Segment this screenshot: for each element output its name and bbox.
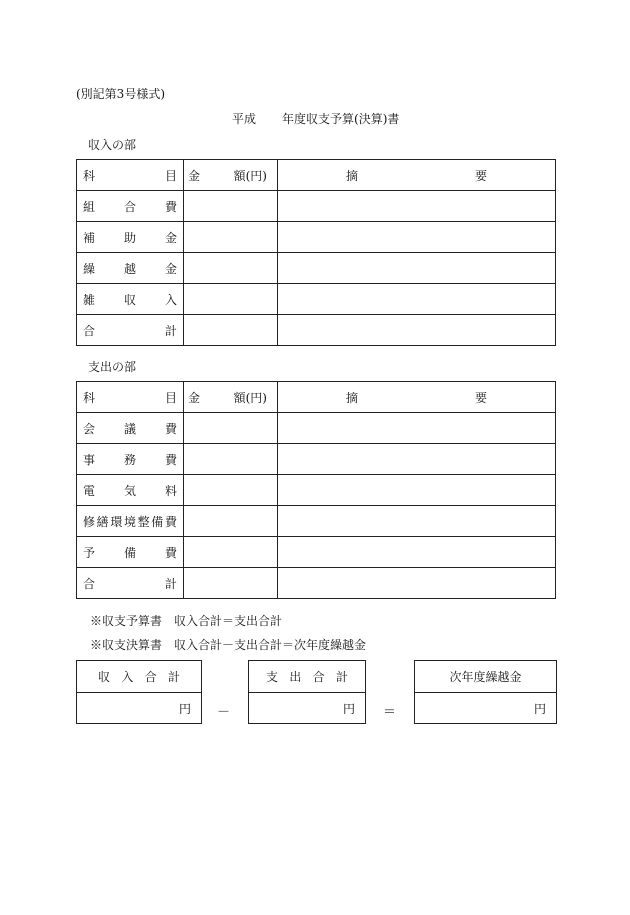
amount-cell[interactable]	[184, 253, 278, 284]
label-char: 目	[164, 390, 177, 405]
label-char: 収	[123, 292, 136, 307]
label-char: 額(円)	[233, 390, 267, 405]
total-row	[77, 568, 556, 599]
table-row	[77, 284, 556, 315]
label-char: 収	[98, 670, 111, 684]
label-char: 金	[188, 168, 201, 183]
equals-sign: ＝	[383, 705, 397, 720]
item-label	[83, 198, 177, 215]
income-total-field[interactable]	[77, 693, 201, 723]
amount-header	[184, 389, 277, 406]
header-cell	[77, 253, 184, 284]
label-char: 科	[83, 390, 96, 405]
minus-sign: －	[217, 705, 231, 720]
form-label: (別記第3号様式)	[76, 87, 165, 101]
label-char: 計	[335, 670, 348, 684]
header-cell	[278, 160, 556, 191]
amount-cell[interactable]	[184, 506, 278, 537]
table-row	[77, 537, 556, 568]
item-label	[83, 229, 177, 246]
label-char: 出	[289, 670, 302, 684]
label-char: 円	[178, 701, 191, 716]
header-cell	[77, 444, 184, 475]
amount-cell[interactable]	[184, 568, 278, 599]
header-cell	[77, 568, 184, 599]
table-row	[77, 475, 556, 506]
table-row	[77, 253, 556, 284]
header-cell	[77, 284, 184, 315]
label-char: 額(円)	[233, 168, 267, 183]
header-cell	[77, 222, 184, 253]
label-char: 金	[188, 390, 201, 405]
label-char: 修	[83, 514, 96, 529]
label-char: 費	[164, 421, 177, 436]
label-char: 合	[83, 576, 96, 591]
label-char: 円	[342, 701, 355, 716]
label-char: 入	[121, 670, 134, 684]
label-char: 備	[123, 545, 136, 560]
table-row	[77, 506, 556, 537]
table-row	[77, 222, 556, 253]
income-header-row	[77, 160, 556, 191]
label-char: 費	[164, 514, 177, 529]
item-label	[83, 420, 177, 437]
remarks-cell[interactable]	[278, 475, 556, 506]
header-cell	[77, 537, 184, 568]
label-char: 要	[474, 168, 487, 183]
remarks-cell[interactable]	[278, 568, 556, 599]
item-label	[83, 575, 177, 592]
expense-section-label: 支出の部	[88, 360, 137, 374]
header-cell	[77, 382, 184, 413]
label-char: 科	[83, 168, 96, 183]
item-header	[83, 389, 177, 406]
label-char: 合	[83, 323, 96, 338]
label-char: 備	[151, 514, 164, 529]
income-total-box	[76, 660, 202, 724]
label-char: 合	[123, 199, 136, 214]
label-char: 目	[164, 168, 177, 183]
remarks-cell[interactable]	[278, 191, 556, 222]
header-cell	[184, 382, 278, 413]
label-char: 雑	[83, 292, 96, 307]
page-title	[232, 110, 399, 127]
remarks-cell[interactable]	[278, 444, 556, 475]
item-label	[83, 513, 177, 530]
amount-cell[interactable]	[184, 315, 278, 346]
label-char: 務	[123, 452, 136, 467]
remarks-cell[interactable]	[278, 315, 556, 346]
label-char: 電	[83, 483, 96, 498]
carryover-field[interactable]	[415, 693, 556, 723]
item-label	[83, 322, 177, 339]
expense-total-field[interactable]	[249, 693, 365, 723]
title-rest: 年度収支予算(決算)書	[282, 112, 400, 126]
item-label	[83, 260, 177, 277]
label-char: 事	[83, 452, 96, 467]
title-era: 平成	[232, 112, 257, 126]
label-char: 摘	[346, 390, 359, 405]
amount-cell[interactable]	[184, 191, 278, 222]
label-char: 費	[164, 199, 177, 214]
expense-header-row	[77, 382, 556, 413]
label-char: 計	[167, 670, 180, 684]
label-char: 繰	[83, 261, 96, 276]
remarks-header	[278, 389, 555, 406]
amount-cell[interactable]	[184, 475, 278, 506]
item-label	[83, 482, 177, 499]
carryover-label: 次年度繰越金	[449, 670, 522, 684]
carryover-box	[414, 660, 557, 724]
income-table	[76, 159, 556, 346]
label-char: 助	[123, 230, 136, 245]
label-char: 気	[123, 483, 136, 498]
item-header	[83, 167, 177, 184]
header-cell	[77, 315, 184, 346]
label-char: 合	[312, 670, 325, 684]
amount-cell[interactable]	[184, 222, 278, 253]
label-char: 境	[123, 514, 136, 529]
remarks-cell[interactable]	[278, 253, 556, 284]
label-char: 金	[164, 261, 177, 276]
label-char: 円	[533, 701, 546, 716]
header-cell	[77, 413, 184, 444]
label-char: 繕	[96, 514, 109, 529]
label-char: 金	[164, 230, 177, 245]
header-cell	[184, 160, 278, 191]
header-cell	[278, 382, 556, 413]
amount-cell[interactable]	[184, 413, 278, 444]
budget-note: ※収支予算書 収入合計＝支出合計	[90, 614, 283, 628]
item-label	[83, 451, 177, 468]
table-row	[77, 444, 556, 475]
expense-total-box	[248, 660, 366, 724]
label-char: 入	[164, 292, 177, 307]
remarks-cell[interactable]	[278, 537, 556, 568]
remarks-header	[278, 167, 555, 184]
label-char: 合	[144, 670, 157, 684]
amount-cell[interactable]	[184, 284, 278, 315]
label-char: 要	[474, 390, 487, 405]
label-char: 会	[83, 421, 96, 436]
expense-table	[76, 381, 556, 599]
amount-cell[interactable]	[184, 537, 278, 568]
total-row	[77, 315, 556, 346]
label-char: 整	[137, 514, 150, 529]
remarks-cell[interactable]	[278, 284, 556, 315]
label-char: 料	[164, 483, 177, 498]
label-char: 組	[83, 199, 96, 214]
label-char: 計	[164, 323, 177, 338]
settlement-note: ※収支決算書 収入合計－支出合計＝次年度繰越金	[90, 638, 367, 652]
label-char: 費	[164, 452, 177, 467]
income-total-label	[98, 668, 180, 685]
label-char: 費	[164, 545, 177, 560]
table-row	[77, 191, 556, 222]
label-char: 越	[123, 261, 136, 276]
label-char: 環	[110, 514, 123, 529]
remarks-cell[interactable]	[278, 222, 556, 253]
item-label	[83, 544, 177, 561]
table-row	[77, 413, 556, 444]
label-char: 予	[83, 545, 96, 560]
header-cell	[77, 506, 184, 537]
remarks-cell[interactable]	[278, 506, 556, 537]
label-char: 支	[266, 670, 279, 684]
expense-total-label	[266, 668, 348, 685]
income-section-label: 収入の部	[88, 138, 137, 152]
header-cell	[77, 475, 184, 506]
remarks-cell[interactable]	[278, 413, 556, 444]
item-label	[83, 291, 177, 308]
amount-header	[184, 167, 277, 184]
header-cell	[77, 191, 184, 222]
label-char: 摘	[346, 168, 359, 183]
label-char: 議	[123, 421, 136, 436]
label-char: 計	[164, 576, 177, 591]
header-cell	[77, 160, 184, 191]
label-char: 補	[83, 230, 96, 245]
amount-cell[interactable]	[184, 444, 278, 475]
